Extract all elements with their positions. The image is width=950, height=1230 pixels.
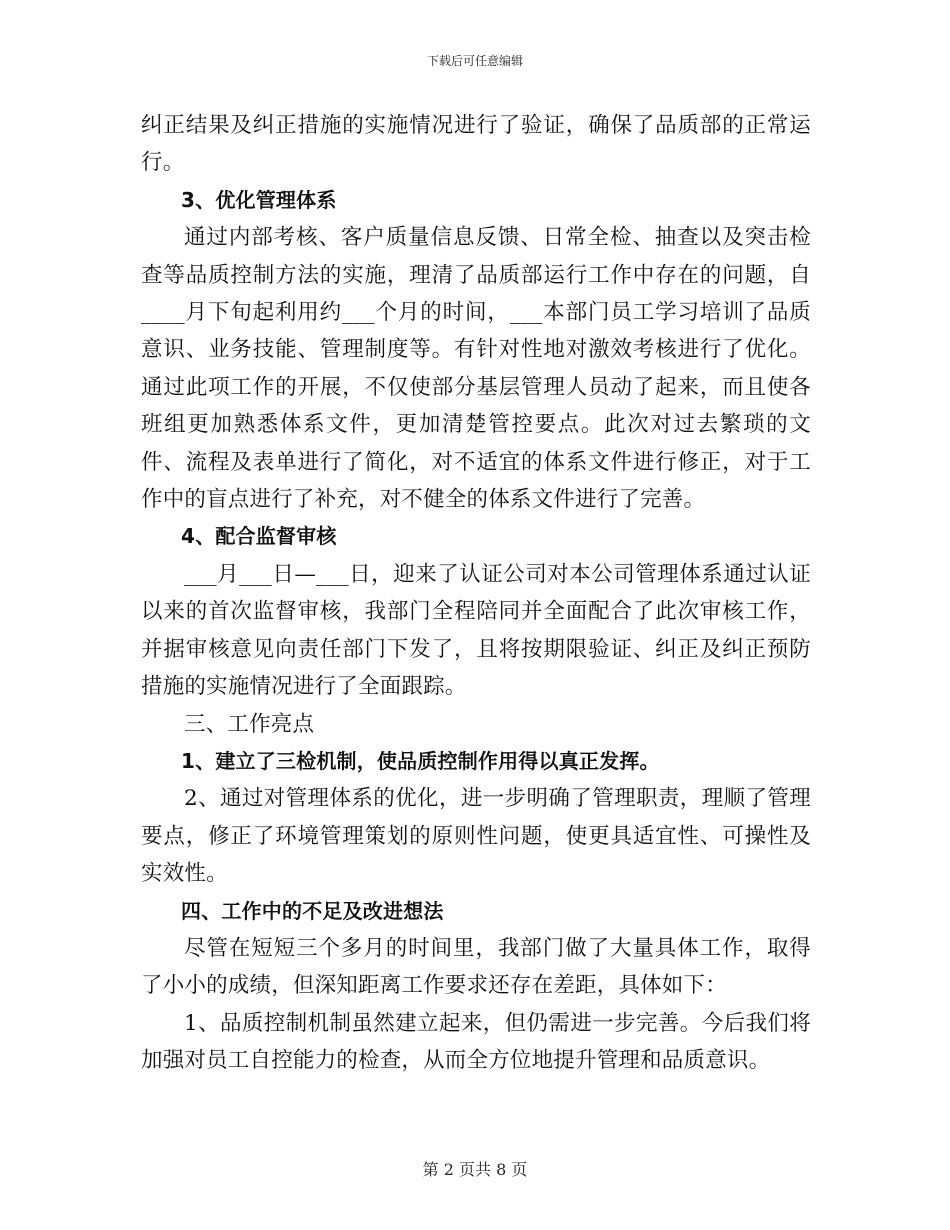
document-body bbox=[141, 107, 811, 1080]
section-heading-4: 4、配合监督审核 bbox=[181, 524, 337, 549]
highlight-item-1: 1、建立了三检机制，使品质控制作用得以真正发挥。 bbox=[181, 748, 660, 773]
shortcoming-item-1: 1、品质控制机制虽然建立起来，但仍需进一步完善。今后我们将加强对员工自控能力的检查，从而全方位地提升管理和品质意识。 bbox=[141, 1010, 811, 1074]
page-number: 第 2 页共 8 页 bbox=[422, 1160, 528, 1179]
paragraph-1: 纠正结果及纠正措施的实施情况进行了验证，确保了品质部的正常运行。 bbox=[141, 113, 811, 176]
section-heading-3: 3、优化管理体系 bbox=[181, 187, 337, 212]
section-heading-highlights: 三、工作亮点 bbox=[184, 711, 315, 737]
highlight-item-2: 2、通过对管理体系的优化，进一步明确了管理职责，理顺了管理要点，修正了环境管理策划的原则性问题，使更具适宜性、可操性及实效性。 bbox=[141, 786, 811, 887]
paragraph-2: 通过内部考核、客户质量信息反馈、日常全检、抽查以及突击检查等品质控制方法的实施，理清了品质部运行工作中存在的问题，自____月下旬起利用约___个月的时间，___本部门员工学习培训了品质意识、业务技能、管理制度等。有针对性地对激效考核进行了优化。通过此项工作的开展，不仅使部分基层管理人员动了起来，而且使各班组更加熟悉体系文件，更加清楚管控要点。此次对过去繁琐的文件、流程及表单进行了简化，对不适宜的体系文件进行修正，对于工作中的盲点进行了补充，对不健全的体系文件进行了完善。 bbox=[141, 225, 811, 513]
paragraph-4: 尽管在短短三个多月的时间里，我部门做了大量具体工作，取得了小小的成绩，但深知距离工作要求还存在差距，具体如下： bbox=[141, 935, 811, 999]
page-header: 下载后可任意编辑 bbox=[426, 54, 523, 68]
section-heading-shortcomings: 四、工作中的不足及改进想法 bbox=[181, 898, 444, 923]
paragraph-3: ___月___日—___日，迎来了认证公司对本公司管理体系通过认证以来的首次监督审核，我部门全程陪同并全面配合了此次审核工作，并据审核意见向责任部门下发了，且将按期限验证、纠正及纠正预防措施的实施情况进行了全面跟踪。 bbox=[141, 561, 811, 700]
